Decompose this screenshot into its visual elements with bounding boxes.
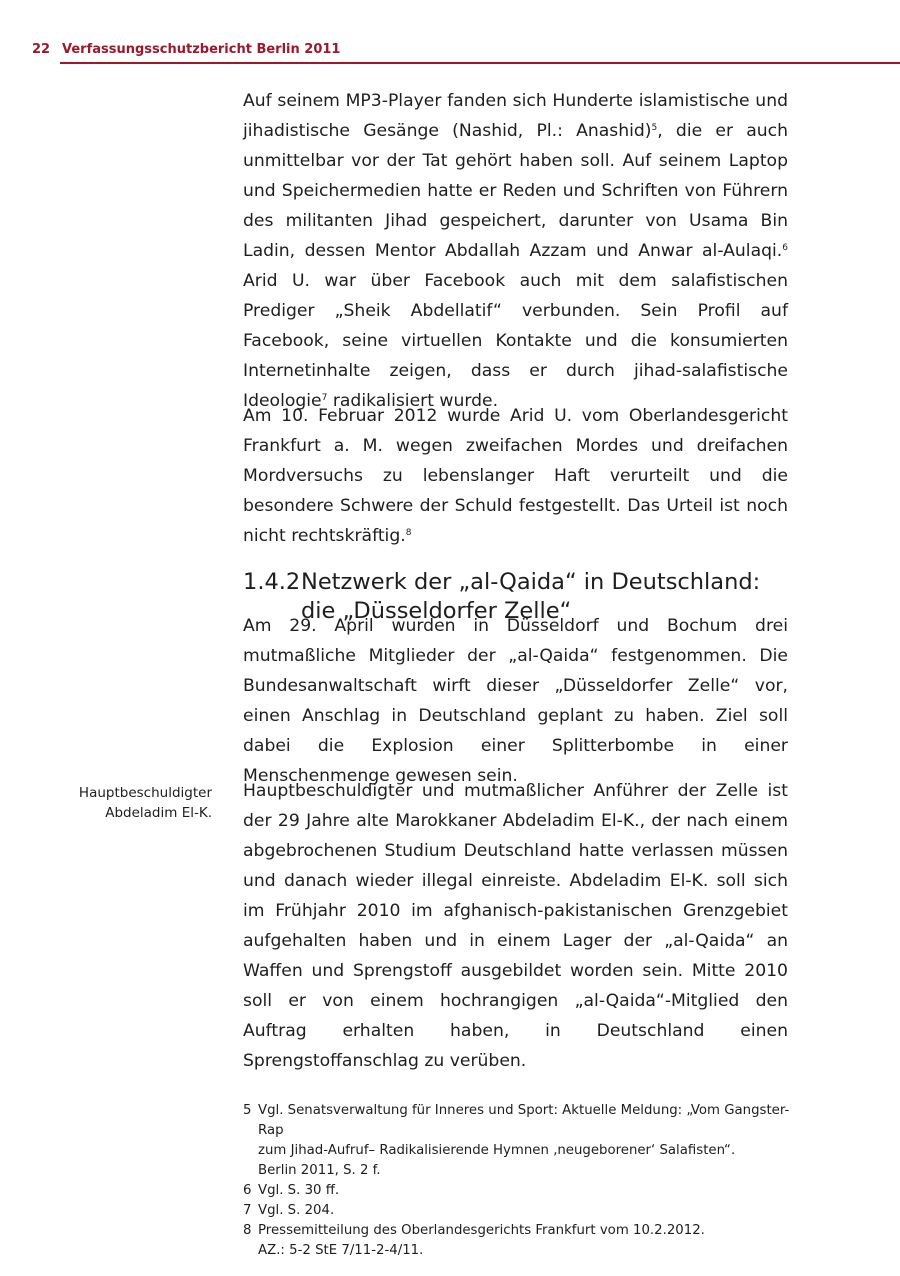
running-title: Verfassungsschutzbericht Berlin 2011 <box>62 42 341 57</box>
footnote-ref-7[interactable]: 7 <box>321 393 328 403</box>
section-title-line-2: die „Düsseldorfer Zelle“ <box>301 597 572 624</box>
footnote-6 <box>243 1181 803 1201</box>
footnote-8 <box>243 1221 803 1261</box>
footnote-number: 5 <box>243 1103 252 1118</box>
footnote-line: Vgl. S. 30 ff. <box>258 1183 340 1198</box>
page-number: 22 <box>32 42 51 57</box>
paragraph-text: Arid U. war über Facebook auch mit dem salafistischen Prediger „Sheik Abdellatif“ verbunden. Sein Profil auf Facebook, seine virtuellen Kontakte und die konsumierten Internetinhalte zeigen, dass er durch jihad-salafistische Ideologie <box>243 271 788 411</box>
section-title-line-1: Netzwerk der „al-Qaida“ in Deutschland: <box>301 568 761 595</box>
footnote-ref-5[interactable]: 5 <box>651 123 658 133</box>
footnote-number: 7 <box>243 1203 252 1218</box>
margin-note <box>60 783 212 823</box>
section-number: 1.4.2 <box>243 568 301 595</box>
footnote-number: 6 <box>243 1183 252 1198</box>
paragraph-text: Am 29. April wurden in Düsseldorf und Bochum drei mutmaßliche Mitglieder der „al-Qaida“ festgenommen. Die Bundesanwaltschaft wirft dieser „Düsseldorfer Zelle“ vor, einen Anschlag in Deutschland geplant zu haben. Ziel soll dabei die Explosion einer Splitterbombe in einer Menschenmenge gewesen sein. <box>243 616 788 786</box>
footnote-line: Berlin 2011, S. 2 f. <box>258 1163 381 1178</box>
paragraph-main-suspect <box>243 776 788 1076</box>
header-rule <box>60 62 900 64</box>
footnote-line: Pressemitteilung des Oberlandesgerichts Frankfurt vom 10.2.2012. <box>258 1223 705 1238</box>
footnote-5 <box>243 1101 803 1181</box>
footnote-number: 8 <box>243 1223 252 1238</box>
paragraph-text: radikalisiert wurde. <box>327 391 499 411</box>
paragraph-arrests <box>243 611 788 791</box>
footnote-line: zum Jihad-Aufruf– Radikalisierende Hymnen ‚neugeborener‘ Salafisten“. <box>258 1143 736 1158</box>
footnotes <box>243 1101 803 1261</box>
margin-note-line-1: Hauptbeschuldigter <box>78 785 212 801</box>
page-header <box>28 40 900 64</box>
footnote-7 <box>243 1201 803 1221</box>
paragraph-verdict <box>243 401 788 551</box>
footnote-line: AZ.: 5-2 StE 7/11-2-4/11. <box>258 1243 424 1258</box>
footnote-ref-6[interactable]: 6 <box>782 243 788 253</box>
paragraph-text: , die er auch unmittelbar vor der Tat gehört haben soll. Auf seinem Laptop und Speichermedien hatte er Reden und Schriften von Führern des militanten Jihad gespeichert, darunter von Usama Bin Ladin, dessen Mentor Abdallah Azzam und Anwar al-Aulaqi. <box>243 121 788 261</box>
margin-note-line-2: Abdeladim El-K. <box>105 805 212 821</box>
paragraph-text: Am 10. Februar 2012 wurde Arid U. vom Oberlandesgericht Frankfurt a. M. wegen zweifachen Mordes und dreifachen Mordversuchs zu lebenslanger Haft verurteilt und die besondere Schwere der Schuld festgestellt. Das Urteil ist noch nicht rechtskräftig. <box>243 406 788 546</box>
paragraph-mp3-player <box>243 86 788 416</box>
paragraph-text: Hauptbeschuldigter und mutmaßlicher Anführer der Zelle ist der 29 Jahre alte Marokkaner Abdeladim El-K., der nach einem abgebrochenen Studium Deutschland hatte verlassen müssen und danach wieder illegal einreiste. Abdeladim El-K. soll sich im Frühjahr 2010 im afghanisch-pakistanischen Grenzgebiet aufgehalten haben und in einem Lager der „al-Qaida“ an Waffen und Sprengstoff ausgebildet worden sein. Mitte 2010 soll er von einem hochrangigen „al-Qaida“-Mitglied den Auftrag erhalten haben, in Deutschland einen Sprengstoffanschlag zu verüben. <box>243 781 788 1071</box>
footnote-line: Vgl. Senatsverwaltung für Inneres und Sport: Aktuelle Meldung: „Vom Gangster-Rap <box>258 1103 790 1138</box>
footnote-ref-8[interactable]: 8 <box>405 528 412 538</box>
footnote-line: Vgl. S. 204. <box>258 1203 335 1218</box>
paragraph-text: Auf seinem MP3-Player fanden sich Hunderte islamistische und jihadistische Gesänge (Nashid, Pl.: Anashid) <box>243 91 788 141</box>
